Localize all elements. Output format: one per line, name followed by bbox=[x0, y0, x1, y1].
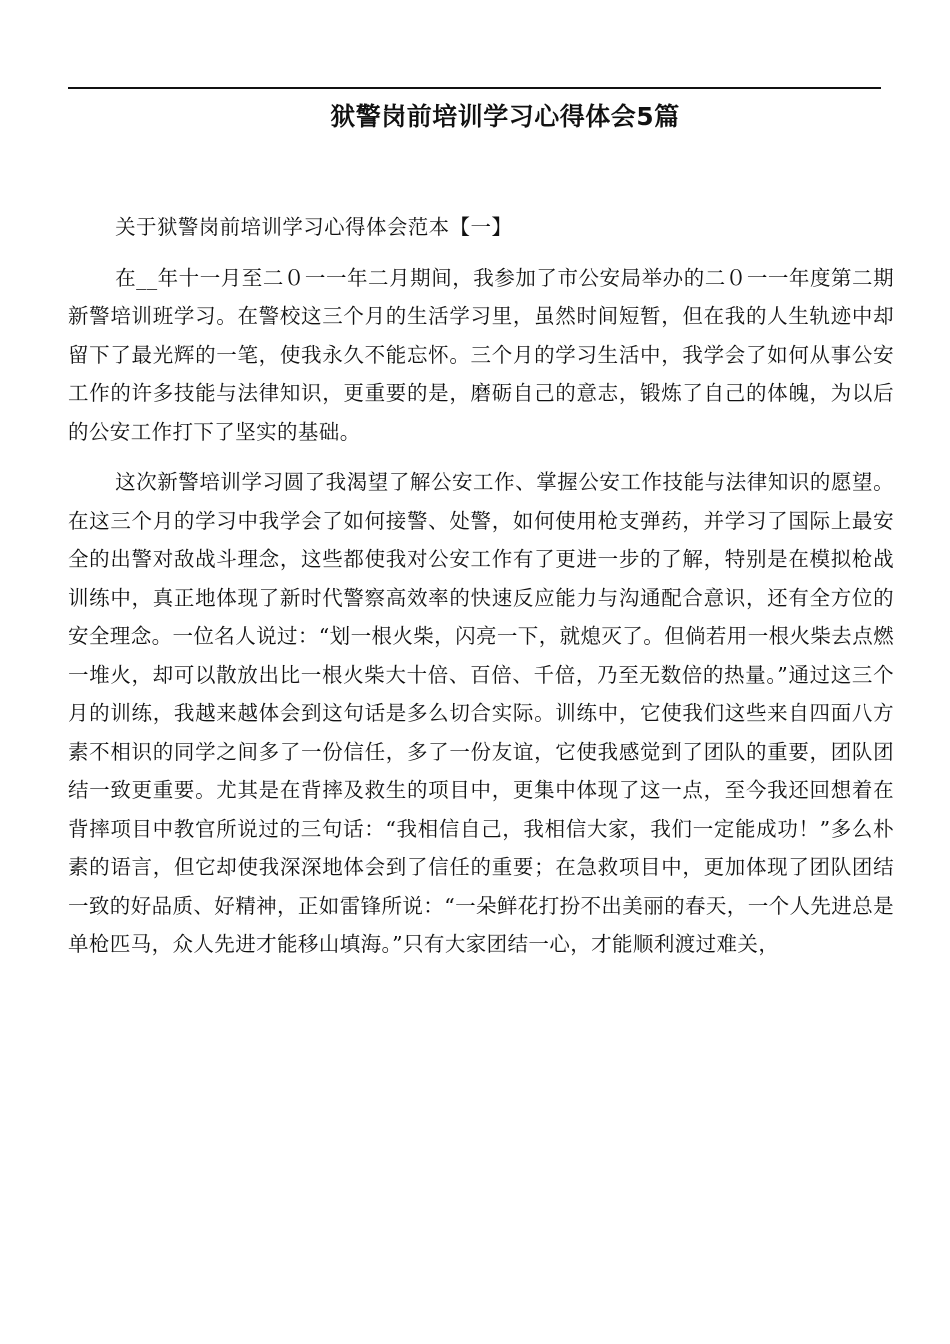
paragraph: 在__年十一月至二０一一年二月期间，我参加了市公安局举办的二０一一年度第二期新警培训班学习。在警校这三个月的生活学习里，虽然时间短暂，但在我的人生轨迹中却留下了最光辉的一笔，使我永久不能忘怀。三个月的学习生活中，我学会了如何从事公安工作的许多技能与法律知识，更重要的是，磨砺自己的意志，锻炼了自己的体魄，为以后的公安工作打下了坚实的基础。 bbox=[68, 265, 894, 444]
document-body bbox=[68, 208, 894, 964]
header-rule bbox=[68, 87, 881, 89]
document-title: 狱警岗前培训学习心得体会5篇 bbox=[330, 102, 680, 131]
paragraph: 这次新警培训学习圆了我渴望了解公安工作、掌握公安工作技能与法律知识的愿望。在这三个月的学习中我学会了如何接警、处警，如何使用枪支弹药，并学习了国际上最安全的出警对敌战斗理念，这些都使我对公安工作有了更进一步的了解，特别是在模拟枪战训练中，真正地体现了新时代警察高效率的快速反应能力与沟通配合意识，还有全方位的安全理念。一位名人说过：“划一根火柴，闪亮一下，就熄灭了。但倘若用一根火柴去点燃一堆火，却可以散放出比一根火柴大十倍、百倍、千倍，乃至无数倍的热量。”通过这三个月的训练，我越来越体会到这句话是多么切合实际。训练中，它使我们这些来自四面八方素不相识的同学之间多了一份信任，多了一份友谊，它使我感觉到了团队的重要，团队团结一致更重要。尤其是在背摔及救生的项目中，更集中体现了这一点，至今我还回想着在背摔项目中教官所说过的三句话：“我相信自己，我相信大家，我们一定能成功！”多么朴素的语言，但它却使我深深地体会到了信任的重要；在急救项目中，更加体现了团队团结一致的好品质、好精神，正如雷锋所说：“一朵鲜花打扮不出美丽的春天，一个人先进总是单枪匹马，众人先进才能移山填海。”只有大家团结一心，才能顺利渡过难关， bbox=[68, 470, 894, 956]
section-heading: 关于狱警岗前培训学习心得体会范本【一】 bbox=[115, 215, 513, 239]
